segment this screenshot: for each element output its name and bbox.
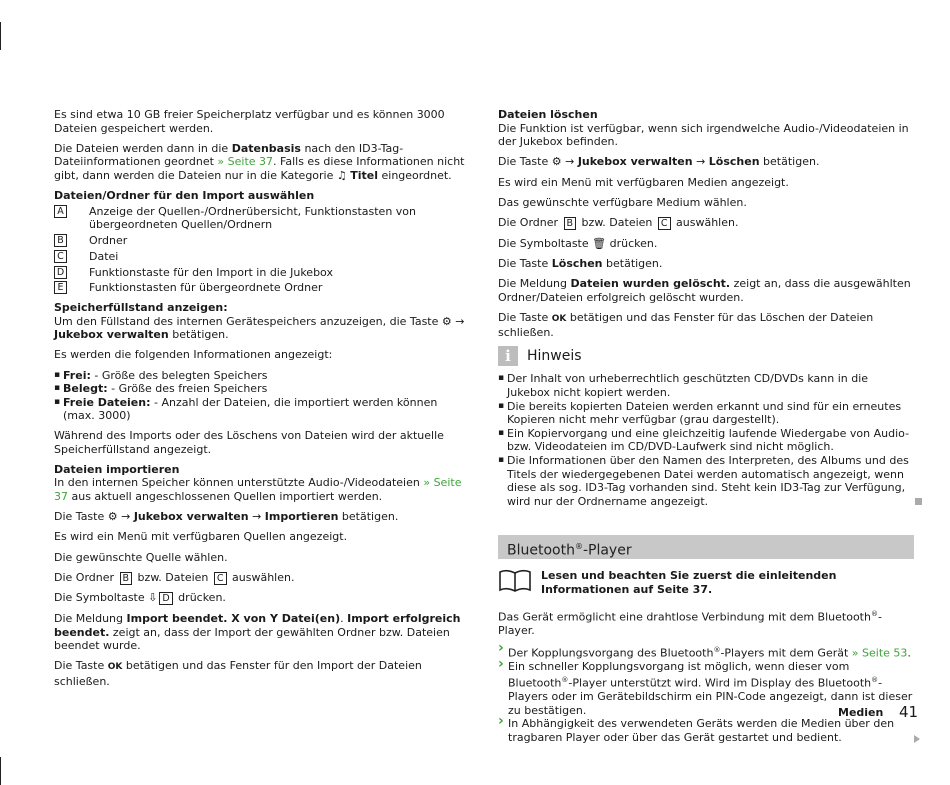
list-item: › In Abhängigkeit des verwendeten Geräts werden die Medien über den tragbaren Player oder über das Gerät gestartet und bedient. (498, 717, 914, 744)
symbol-step: Die Symboltaste 🗑 drücken. (498, 236, 658, 250)
settings-icon: ⚙ (107, 510, 118, 524)
legend-key: D (159, 592, 172, 605)
list-item: › Der Kopplungsvorgang des Bluetooth®-Players mit dem Gerät » Seite 53. (498, 644, 914, 660)
read-first-note (498, 569, 914, 596)
folder-step: Die Ordner B bzw. Dateien C auswählen. (498, 215, 739, 229)
page-link[interactable]: » Seite 37 (217, 155, 274, 169)
list-item: › Ein schneller Kopplungsvorgang ist möglich, wenn dieser vom Bluetooth®-Player unterstützt wird. Wird im Display des Bluetooth®-Players oder im Gerätebildschirm ein PIN-Code angezeigt, dann ist dieser zu bestätigen. (498, 660, 914, 717)
legend-key: D (54, 266, 67, 279)
fill-level-paragraph: Speicherfüllstand anzeigen: Um den Füllstand des internen Gerätespeichers anzuzeigen, die Taste ⚙ → Jukebox verwalten betätigen. (54, 301, 465, 342)
choose-step: Das gewünschte verfügbare Medium wählen. (498, 195, 747, 209)
list-item: ▪ Frei: - Größe des belegten Speichers (54, 369, 470, 383)
legend-list (54, 205, 470, 295)
legend-key: A (54, 205, 67, 218)
note-list (498, 372, 914, 508)
ok-key-icon: OK (551, 313, 567, 324)
legend-key: B (564, 217, 577, 230)
legend-item: E Funktionstasten für übergeordnete Ordner (54, 281, 470, 295)
import-select-heading: Dateien/Ordner für den Import auswählen (54, 189, 315, 203)
menu-step: Es wird ein Menü mit verfügbaren Quellen angezeigt. (54, 530, 348, 544)
trash-icon: 🗑 (592, 236, 607, 250)
legend-item: D Funktionstaste für den Import in die Jukebox (54, 266, 470, 280)
legend-key: B (120, 572, 133, 585)
bt-intro: Das Gerät ermöglicht eine drahtlose Verbindung mit dem Bluetooth®-Player. (498, 609, 882, 637)
ok-step: Die Taste OK betätigen und das Fenster für das Löschen der Dateien schließen. (498, 310, 874, 340)
ok-step: Die Taste OK betätigen und das Fenster für den Import der Dateien schließen. (54, 659, 422, 688)
list-item: ▪ Belegt: - Größe des freien Speichers (54, 382, 470, 396)
legend-key: E (54, 281, 67, 294)
legend-item: A Anzeige der Quellen-/Ordnerübersicht, Funktionstasten von übergeordneten Quellen/Ordnern (54, 205, 470, 232)
info-icon: i (498, 346, 518, 366)
import-message-paragraph: Die Meldung Import beendet. X von Y Datei(en). Import erfolgreich beendet. zeigt an, dass der Import der gewählten Ordner bzw. Dateien beendet wurde. (54, 611, 461, 653)
symbol-step: Die Symboltaste ⇩ D drücken. (54, 591, 226, 605)
footer-section: Medien (838, 706, 884, 719)
crop-mark-top (0, 22, 1, 50)
list-item: ▪ Ein Kopiervorgang und eine gleichzeitig laufende Wiedergabe von Audio- bzw. Videodateien im CD/DVD-Laufwerk sind nicht möglich. (498, 427, 914, 454)
book-icon (498, 569, 532, 593)
page-number: 41 (899, 703, 919, 721)
list-item: ▪ Die bereits kopierten Dateien werden erkannt und sind für ein erneutes Kopieren nicht mehr verfügbar (grau dargestellt). (498, 400, 914, 427)
choose-step: Die gewünschte Quelle wählen. (54, 550, 228, 564)
delete-message-paragraph: Die Meldung Dateien wurden gelöscht. zeigt an, dass die ausgewählten Ordner/Dateien erfolgreich gelöscht wurden. (498, 276, 911, 304)
right-column (498, 108, 914, 745)
legend-key: C (54, 250, 67, 263)
bt-list (498, 644, 914, 744)
legend-key: C (658, 217, 671, 230)
database-paragraph: Die Dateien werden dann in die Datenbasis nach den ID3-Tag-Dateiinformationen geordnet » Seite 37. Falls es diese Informationen nicht gibt, dann werden die Dateien nur in die Kategorie ♫ Titel eingeordnet. (54, 141, 465, 182)
list-item: ▪ Freie Dateien: - Anzahl der Dateien, die importiert werden können (max. 3000) (54, 396, 470, 423)
note-title: Hinweis (527, 347, 582, 364)
info-shown-text: Es werden die folgenden Informationen angezeigt: (54, 348, 333, 362)
import-icon: ⇩ (148, 591, 158, 605)
left-column (54, 108, 470, 695)
music-note-icon: ♫ (336, 168, 347, 182)
list-item: ▪ Der Inhalt von urheberrechtlich geschützten CD/DVDs kann in die Jukebox nicht kopiert werden. (498, 372, 914, 399)
crop-mark-bottom (0, 757, 1, 785)
folder-step: Die Ordner B bzw. Dateien C auswählen. (54, 570, 295, 584)
note-header (498, 346, 914, 366)
settings-icon: ⚙ (441, 314, 452, 328)
ok-key-icon: OK (107, 662, 123, 673)
delete-section: Dateien löschen Die Funktion ist verfügbar, wenn sich irgendwelche Audio-/Videodateien in der Jukebox befinden. (498, 108, 909, 149)
legend-item: B Ordner (54, 234, 470, 248)
legend-key: C (214, 572, 227, 585)
continue-arrow-icon (914, 735, 920, 743)
storage-info-list (54, 369, 470, 423)
settings-icon: ⚙ (551, 155, 562, 169)
during-import-text: Während des Imports oder des Löschens von Dateien wird der aktuelle Speicherfüllstand angezeigt. (54, 429, 444, 456)
press-key-step: Die Taste ⚙ → Jukebox verwalten → Importieren betätigen. (54, 510, 399, 524)
legend-item: C Datei (54, 250, 470, 264)
list-item: ▪ Die Informationen über den Namen des Interpreten, des Albums und des Titels der wiedergegebenen Datei werden automatisch angezeigt, wenn diese als sog. ID3-Tag vorhanden sind. Steht kein ID3-Tag zur Verfügung, wird nur der Ordnername angezeigt. (498, 454, 914, 508)
section-end-marker (915, 498, 922, 505)
page-link[interactable]: » Seite 53 (851, 646, 908, 660)
storage-paragraph: Es sind etwa 10 GB freier Speicherplatz verfügbar und es können 3000 Dateien gespeichert werden. (54, 108, 445, 135)
press-key-step: Die Taste ⚙ → Jukebox verwalten → Löschen betätigen. (498, 155, 820, 169)
delete-key-step: Die Taste Löschen betätigen. (498, 256, 663, 270)
section-title: Bluetooth®-Player (498, 535, 914, 559)
menu-step: Es wird ein Menü mit verfügbaren Medien angezeigt. (498, 175, 789, 189)
legend-key: B (54, 234, 67, 247)
import-section: Dateien importieren In den internen Speicher können unterstützte Audio-/Videodateien » Seite 37 aus aktuell angeschlossenen Quellen importiert werden. (54, 462, 462, 503)
page-link[interactable]: » Seite 37 (54, 476, 462, 503)
read-first-text: Lesen und beachten Sie zuerst die einleitenden Informationen auf Seite 37. (541, 569, 837, 596)
